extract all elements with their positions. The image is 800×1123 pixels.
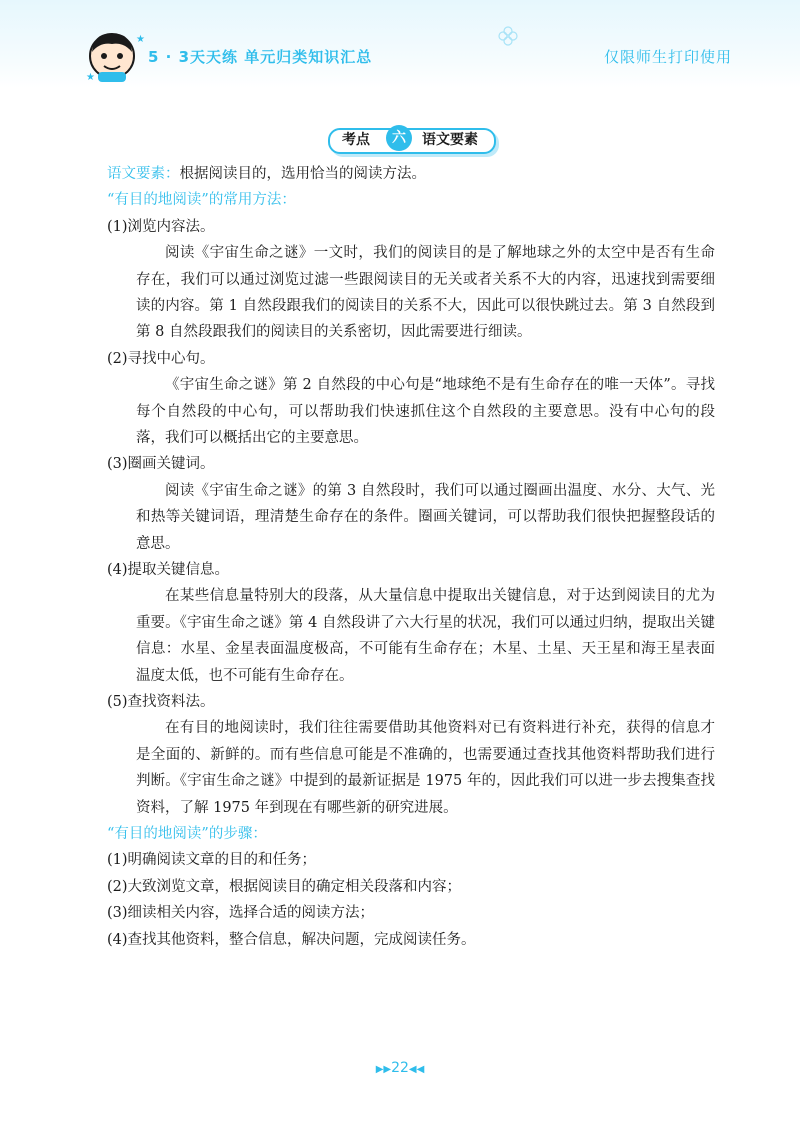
page-number [0, 1060, 800, 1076]
steps-heading: “有目的地阅读”的步骤： [107, 826, 267, 843]
step-item: (3)细读相关内容，选择合适的阅读方法； [107, 905, 375, 922]
page-number-value: 22 [391, 1060, 409, 1076]
topic-banner [328, 125, 496, 153]
flower-icon [498, 26, 518, 46]
usage-badge: 仅限师生打印使用 [603, 48, 732, 66]
main-content [107, 161, 715, 953]
method-body: 《宇宙生命之谜》第 2 自然段的中心句是“地球绝不是有生命存在的唯一天体”。寻找每个自然段的中心句，可以帮助我们快速抓住这个自然段的主要意思。没有中心句的段落，我们可以概括出它的主要意思。 [136, 377, 715, 446]
method-title: (2)寻找中心句。 [107, 350, 215, 367]
step-item: (1)明确阅读文章的目的和任务； [107, 852, 317, 869]
intro-line [107, 161, 715, 187]
intro-text: 根据阅读目的，选用恰当的阅读方法。 [179, 166, 426, 182]
method-title: (1)浏览内容法。 [107, 218, 215, 235]
method-title: (5)查找资料法。 [107, 694, 215, 711]
topic-label: 考点 [342, 132, 370, 148]
method-body: 阅读《宇宙生命之谜》一文时，我们的阅读目的是了解地球之外的太空中是否有生命存在，我们可以通过浏览过滤一些跟阅读目的无关或者关系不大的内容，迅速找到需要细读的内容。第 1 自然段跟我们的阅读目的关系不大，因此可以很快跳过去。第 3 自然段到第 8 自然段跟我们的阅读目的关系密切，因此需要进行细读。 [136, 245, 715, 341]
page-header [0, 0, 800, 88]
intro-label: 语文要素： [107, 166, 180, 182]
brand-title: 5 · 3天天练 单元归类知识汇总 [148, 48, 373, 66]
star-icon: ★ [136, 34, 145, 45]
step-item: (2)大致浏览文章，根据阅读目的确定相关段落和内容； [107, 878, 462, 895]
right-arrow-icon: ◀◀ [408, 1064, 425, 1075]
method-title: (4)提取关键信息。 [107, 562, 230, 579]
step-item: (4)查找其他资料，整合信息，解决问题，完成阅读任务。 [107, 931, 476, 948]
topic-number: 六 [386, 125, 412, 151]
topic-title: 语文要素 [422, 132, 478, 148]
method-title: (3)圈画关键词。 [107, 456, 215, 473]
method-body: 在某些信息量特别大的段落，从大量信息中提取出关键信息，对于达到阅读目的尤为重要。《宇宙生命之谜》第 4 自然段讲了六大行星的状况，我们可以通过归纳，提取出关键信息：水星、金星表面温度极高，不可能有生命存在；木星、土星、天王星和海王星表面温度太低，也不可能有生命存在。 [136, 588, 715, 684]
star-icon: ★ [86, 72, 95, 83]
left-arrow-icon: ▶▶ [375, 1064, 392, 1075]
method-body: 在有目的地阅读时，我们往往需要借助其他资料对已有资料进行补充，获得的信息才是全面的、新鲜的。而有些信息可能是不准确的，也需要通过查找其他资料帮助我们进行判断。《宇宙生命之谜》中提到的最新证据是 1975 年的，因此我们可以进一步去搜集查找资料，了解 1975 年到现在有哪些新的研究进展。 [136, 720, 715, 816]
method-body: 阅读《宇宙生命之谜》的第 3 自然段时，我们可以通过圈画出温度、水分、大气、光和热等关键词语，理清楚生命存在的条件。圈画关键词，可以帮助我们很快把握整段话的意思。 [136, 482, 715, 552]
methods-heading: “有目的地阅读”的常用方法： [107, 192, 296, 209]
